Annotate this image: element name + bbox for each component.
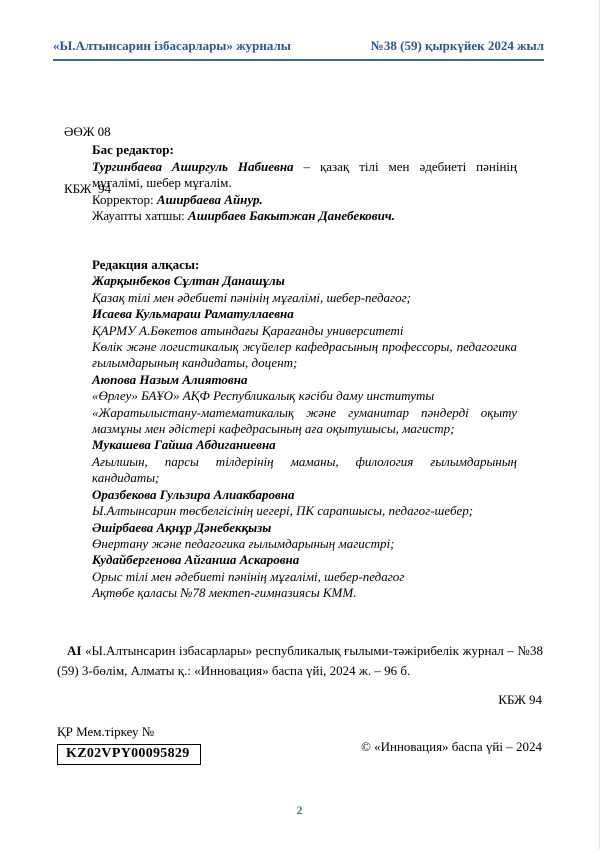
corrector-label: Корректор: (92, 191, 157, 207)
udc-code: ӘӨЖ 08 (64, 124, 111, 139)
editorial-board (92, 257, 517, 602)
secretary-name: Аширбаев Бакытжан Данебекович. (188, 208, 395, 224)
board-member: Оразбекова Гульзира Алиакбаровна Ы.Алтынсарин төсбелгісінің иегері, ПК сарапшысы, педагог-шебер; (92, 486, 474, 519)
editors-block (92, 142, 517, 225)
registration-number-box: KZ02VPY00095829 (57, 744, 201, 765)
lbc-code-bottom: КБЖ 94 (498, 692, 542, 707)
corrector-name: Аширбаева Айнур. (156, 191, 263, 207)
issue-info: №38 (59) қыркүйек 2024 жыл (370, 38, 544, 53)
secretary-line (92, 208, 517, 225)
board-title: Редакция алқасы: (92, 257, 200, 272)
imprint-description: «Ы.Алтынсарин ізбасарлары» республикалық ғылыми-тәжірибелік журнал – №38 (59) 3-бөлім, Алматы қ.: «Инновация» баспа үйі, 2024 ж. – 96 б. (57, 643, 543, 678)
page-header (53, 38, 544, 54)
page-number: 2 (296, 803, 303, 817)
board-member: Жарқынбеков Сұлтан Данашұлы Қазақ тілі мен әдебиеті пәнінің мұғалімі, шебер-педагог; (92, 273, 412, 305)
lbc-code: КБЖ 94 (64, 181, 111, 196)
imprint-ai-label: АІ (67, 643, 82, 658)
corrector-line (92, 192, 517, 209)
secretary-label: Жауапты хатшы: (92, 208, 189, 224)
chief-editor-label: Бас редактор: (92, 142, 174, 157)
chief-editor-description: – қазақ тілі мен әдебиеті пәнінің мұғалімі, шебер мұғалім. (92, 158, 518, 191)
chief-editor-name: Тургинбаева Аширгуль Набиевна (92, 158, 294, 174)
copyright-line: © «Инновация» баспа үйі – 2024 (360, 739, 542, 754)
chief-editor-line (92, 159, 517, 192)
board-member: Кудайбергенова Айганша Аскаровна Орыс тілі мен әдебиеті пәнінің мұғалімі, шебер-педагог Ақтөбе қаласы №78 мектеп-гимназиясы КММ. (92, 552, 405, 601)
imprint-paragraph (57, 641, 543, 681)
state-registration-label: ҚР Мем.тіркеу № (57, 724, 155, 739)
board-member: Әшірбаева Ақнұр Дәнебекқызы Өнертану және педагогика ғылымдарының магистрі; (92, 519, 395, 551)
board-member: Аюпова Назым Алиятовна «Өрлеу» БАҰО» АҚФ Республикалық кәсіби даму институты «Жаратылыстану-математикалық және гуманитар пәндерді оқыту мазмұны мен әдістері кафедрасының аға оқытушысы, магистр; (92, 371, 517, 437)
journal-title: «Ы.Алтынсарин ізбасарлары» журналы (53, 38, 291, 53)
header-divider (53, 59, 544, 61)
board-member: Исаева Кульмараш Раматуллаевна ҚАРМУ А.Бөкетов атындағы Қарағанды университеті Көлік және логистикалық жүйелер кафедрасының профессоры, педагогика ғылымдарының кандидаты, доцент; (92, 306, 517, 371)
board-member: Мукашева Гайша Абдиганиевна Ағылшын, парсы тілдерінің маманы, филология ғылымдарының кандидаты; (92, 437, 517, 486)
